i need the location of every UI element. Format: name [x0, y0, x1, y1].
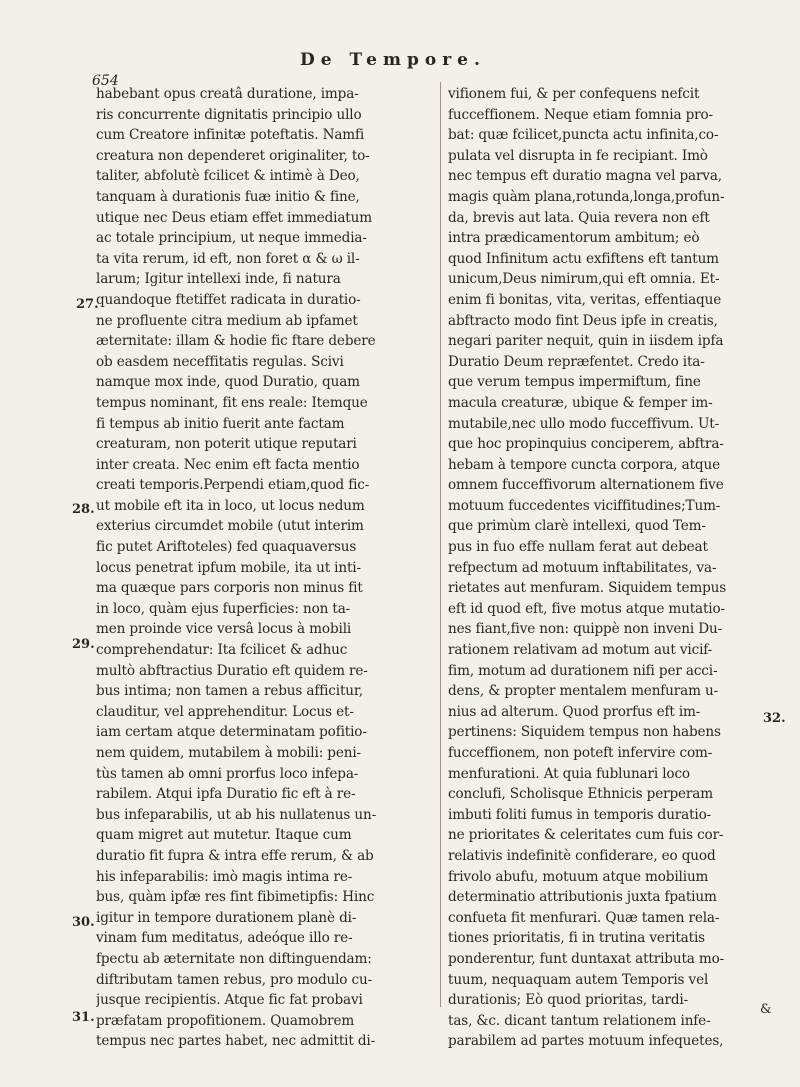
text-line: exterius circumdet mobile (utut interim — [96, 518, 364, 535]
text-line: bat: quæ fcilicet,puncta actu infinita,co- — [448, 127, 719, 144]
text-line: motuum fuccedentes viciffitudines;Tum- — [448, 497, 721, 514]
text-line: determinatio attributionis juxta fpatium — [448, 889, 717, 906]
text-line: bus infeparabilis, ut ab his nullatenus un- — [96, 806, 377, 823]
text-line: in loco, quàm ejus fuperficies: non ta- — [96, 600, 351, 617]
text-line: ac totale principium, ut neque immedia- — [96, 230, 367, 247]
text-line: pertinens: Siquidem tempus non habens — [448, 724, 721, 741]
text-line: fucceffionem. Neque etiam fomnia pro- — [448, 106, 713, 123]
text-line: utique nec Deus etiam effet immediatum — [96, 209, 372, 226]
running-head: De Tempore. — [300, 50, 486, 70]
text-line: duratio fit fupra & intra effe rerum, & ab — [96, 847, 374, 864]
text-line: fi tempus ab initio fuerit ante factam — [96, 415, 345, 432]
text-line: unicum,Deus nimirum,qui eft omnia. Et- — [448, 271, 720, 288]
text-line: ut mobile eft ita in loco, ut locus nedum — [96, 497, 365, 514]
text-line: tùs tamen ab omni prorfus loco infepa- — [96, 765, 359, 782]
text-line: macula creaturæ, ubique & femper im- — [448, 394, 713, 411]
margin-number-29: 29. — [72, 637, 95, 652]
text-line: magis quàm plana,rotunda,longa,profun- — [448, 188, 725, 205]
text-line: pulata vel disrupta in fe recipiant. Imò — [448, 147, 708, 164]
text-line: fucceffionem, non poteft infervire com- — [448, 745, 713, 761]
margin-number-28: 28. — [72, 502, 95, 517]
text-line: creatura non dependeret originaliter, to- — [96, 147, 370, 164]
text-line: quod Infinitum actu exfiftens eft tantum — [448, 250, 719, 267]
text-line: ma quæque pars corporis non minus fit — [96, 580, 363, 597]
margin-number-30: 30. — [72, 915, 95, 930]
left-column — [96, 84, 431, 1052]
text-line: quandoque ftetiffet radicata in duratio- — [96, 291, 361, 308]
text-line: que verum tempus impermiftum, fine — [448, 374, 701, 391]
text-line: intra prædicamentorum ambitum; eò — [448, 230, 700, 247]
column-rule — [440, 82, 441, 1007]
text-line: fim, motum ad durationem nifi per acci- — [448, 662, 718, 679]
text-line: abftracto modo fint Deus ipfe in creatis, — [448, 312, 718, 329]
text-line: nes fiant,five non: quippè non inveni Du- — [448, 621, 723, 638]
text-line: jusque recipientis. Atque fic fat probavi — [96, 992, 363, 1009]
margin-number-27: 27. — [76, 297, 99, 312]
text-line: rabilem. Atqui ipfa Duratio fic eft à re- — [96, 786, 356, 803]
text-line: habebant opus creatâ duratione, impa- — [96, 86, 359, 102]
text-line: tempus nec partes habet, nec admittit di- — [96, 1033, 376, 1050]
text-line: taliter, abfolutè fcilicet & intimè à Deo, — [96, 168, 360, 185]
text-line: creaturam, non poterit utique reputari — [96, 436, 357, 453]
text-line: vifionem fui, & per confequens nefcit — [448, 86, 700, 102]
text-line: præfatam propofitionem. Quamobrem — [96, 1012, 355, 1029]
text-line: igitur in tempore durationem planè di- — [96, 909, 357, 926]
text-line: ta vita rerum, id eft, non foret α & ω il- — [96, 250, 360, 267]
text-line: que primùm clarè intellexi, quod Tem- — [448, 518, 706, 535]
text-line: nius ad alterum. Quod prorfus eft im- — [448, 703, 701, 720]
text-line: bus, quàm ipfæ res fint fibimetipfis: Hinc — [96, 889, 375, 906]
text-line: tiones prioritatis, fi in trutina veritatis — [448, 930, 705, 947]
text-line: tempus nominant, fit ens reale: Itemque — [96, 394, 368, 411]
catchword: & — [760, 1002, 772, 1017]
text-line: creati temporis.Perpendi etiam,quod fic- — [96, 477, 370, 494]
text-line: multò abftractius Duratio eft quidem re- — [96, 662, 368, 679]
text-line: nem quidem, mutabilem à mobili: peni- — [96, 745, 361, 761]
text-line: vinam fum meditatus, adeóque illo re- — [96, 930, 353, 947]
text-line: tas, &c. dicant tantum relationem infe- — [448, 1012, 711, 1029]
margin-number-31: 31. — [72, 1010, 95, 1025]
text-line: men proinde vice versâ locus à mobili — [96, 621, 352, 638]
text-line: fpectu ab æternitate non diftinguendam: — [96, 950, 372, 967]
text-line: da, brevis aut lata. Quia revera non eft — [448, 209, 710, 226]
text-line: relativis indefinitè confiderare, eo quod — [448, 847, 716, 864]
text-line: inter creata. Nec enim eft facta mentio — [96, 456, 360, 473]
text-line: durationis; Eò quod prioritas, tardi- — [448, 992, 689, 1009]
text-line: comprehendatur: Ita fcilicet & adhuc — [96, 642, 348, 659]
text-line: refpectum ad motuum inftabilitates, va- — [448, 559, 717, 576]
text-line: rationem relativam ad motum aut vicif- — [448, 642, 713, 659]
text-line: que hoc propinquius conciperem, abftra- — [448, 436, 724, 453]
text-line: tuum, nequaquam autem Temporis vel — [448, 971, 709, 988]
text-line: ponderentur, funt duntaxat attributa mo- — [448, 950, 725, 967]
right-column — [448, 84, 790, 1052]
text-line: cum Creatore infinitæ poteftatis. Namfi — [96, 127, 365, 144]
text-line: negari pariter nequit, quin in iisdem ipfa — [448, 333, 724, 350]
text-line: conclufi, Scholisque Ethnicis perperam — [448, 786, 713, 803]
text-line: clauditur, vel apprehenditur. Locus et- — [96, 703, 354, 720]
text-line: Duratio Deum repræfentet. Credo ita- — [448, 353, 705, 370]
text-line: tanquam à durationis fuæ initio & fine, — [96, 188, 360, 205]
text-line: namque mox inde, quod Duratio, quam — [96, 374, 360, 391]
text-line: diftributam tamen rebus, pro modulo cu- — [96, 971, 373, 988]
text-line: imbuti foliti fumus in temporis duratio- — [448, 806, 712, 823]
text-line: confueta fit menfurari. Quæ tamen rela- — [448, 909, 720, 926]
text-line: nec tempus eft duratio magna vel parva, — [448, 168, 722, 185]
text-line: parabilem ad partes motuum infequetes, — [448, 1033, 724, 1050]
text-line: mutabile,nec ullo modo fucceffivum. Ut- — [448, 415, 720, 432]
text-line: dens, & propter mentalem menfuram u- — [448, 683, 719, 700]
text-line: pus in fuo effe nullam ferat aut debeat — [448, 539, 708, 556]
text-line: omnem fucceffivorum alternationem five — [448, 477, 724, 494]
text-line: hebam à tempore cuncta corpora, atque — [448, 456, 720, 473]
text-line: quam migret aut mutetur. Itaque cum — [96, 827, 352, 844]
text-line: menfurationi. At quia fublunari loco — [448, 765, 690, 782]
text-line: fic putet Ariftoteles) fed quaquaversus — [96, 539, 357, 556]
text-line: iam certam atque determinatam pofitio- — [96, 724, 367, 741]
page-number: 654 — [92, 73, 119, 89]
text-line: ob easdem neceffitatis regulas. Scivi — [96, 353, 344, 370]
text-line: bus intima; non tamen a rebus afficitur, — [96, 683, 363, 700]
text-line: frivolo abufu, motuum atque mobilium — [448, 868, 709, 885]
text-line: eft id quod eft, five motus atque mutatio- — [448, 600, 725, 617]
text-line: æternitate: illam & hodie fic ftare debere — [96, 333, 376, 350]
text-line: locus penetrat ipfum mobile, ita ut inti- — [96, 559, 361, 576]
text-line: enim fi bonitas, vita, veritas, effentiaque — [448, 291, 722, 308]
text-line: larum; Igitur intellexi inde, fi natura — [96, 271, 341, 288]
text-line: rietates aut menfuram. Siquidem tempus — [448, 580, 727, 597]
text-line: ne prioritates & celeritates cum fuis cor- — [448, 827, 724, 844]
text-line: his infeparabilis: imò magis intima re- — [96, 868, 353, 885]
text-line: ris concurrente dignitatis principio ullo — [96, 106, 362, 123]
margin-number-32: 32. — [763, 711, 786, 726]
text-line: ne profluente citra medium ab ipfamet — [96, 312, 358, 329]
